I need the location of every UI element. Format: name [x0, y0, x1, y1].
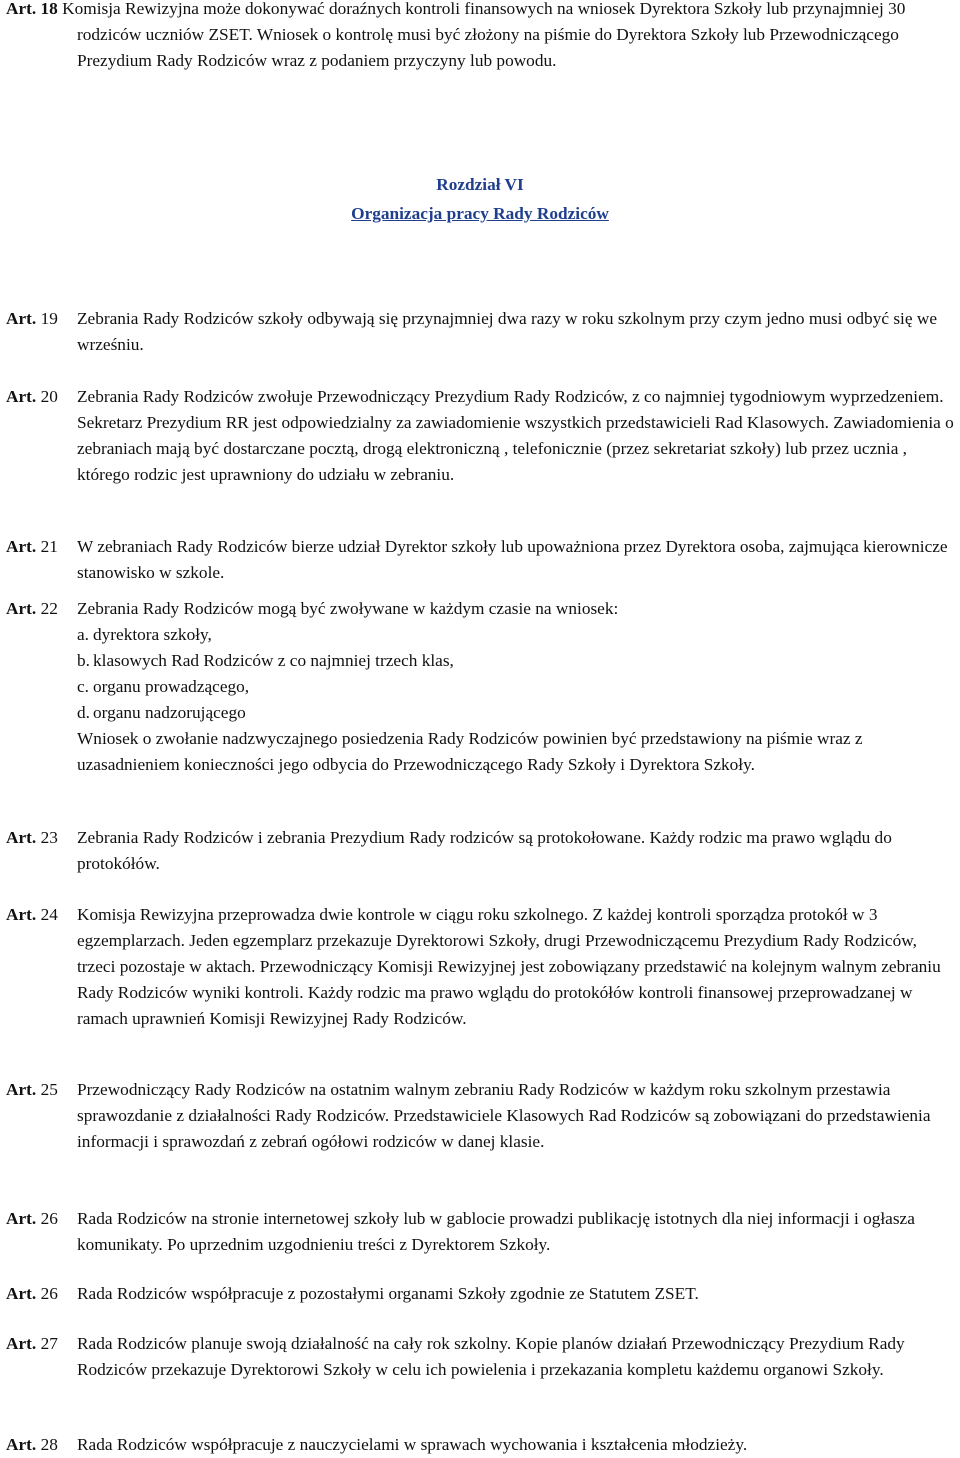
article-21-text: W zebraniach Rady Rodziców bierze udział Dyrektor szkoły lub upoważniona przez Dyrektora osoba, zajmująca kierownicze stanowisko w szkole.: [77, 537, 948, 582]
article-28-text: Rada Rodziców współpracuje z nauczycielami w sprawach wychowania i kształcenia młodzieży.: [77, 1435, 748, 1454]
article-21-label: Art.: [6, 537, 37, 556]
article-28-label: Art.: [6, 1435, 37, 1454]
article-25-text: Przewodniczący Rady Rodziców na ostatnim walnym zebraniu Rady Rodziców w każdym roku szkolnym przestawia sprawozdanie z działalności Rady Rodziców. Przedstawiciele Klasowych Rad Rodziców są zobowiązani do przedstawienia informacji i sprawozdań z zebrań ogółowi rodziców w danej klasie.: [77, 1080, 931, 1151]
article-26-publications: [0, 1206, 960, 1258]
list-item-text: klasowych Rad Rodziców z co najmniej trzech klas,: [93, 651, 454, 670]
list-item-text: organu nadzorującego: [93, 703, 246, 722]
article-22-number: 22: [40, 599, 58, 618]
article-27: [0, 1331, 960, 1383]
article-25: [0, 1077, 960, 1155]
article-28-number: 28: [40, 1435, 58, 1454]
article-24-label: Art.: [6, 905, 37, 924]
article-28: [0, 1432, 960, 1458]
article-27-label: Art.: [6, 1334, 37, 1353]
article-23: [0, 825, 960, 877]
article-19-number: 19: [40, 309, 58, 328]
article-23-number: 23: [40, 828, 58, 847]
article-22-label: Art.: [6, 599, 37, 618]
list-item: [77, 674, 956, 700]
article-24-text: Komisja Rewizyjna przeprowadza dwie kontrole w ciągu roku szkolnego. Z każdej kontroli sporządza protokół w 3 egzemplarzach. Jeden egzemplarz przekazuje Dyrektorowi Szkoły, drugi Przewodniczącemu Prezydium Rady Rodziców, trzeci pozostaje w aktach. Przewodniczący Komisji Rewizyjnej jest zobowiązany przedstawić na kolejnym walnym zebraniu Rady Rodziców wyniki kontroli. Każdy rodzic ma prawo wglądu do protokółów kontroli finansowej przeprowadzanej w ramach uprawnień Komisji Rewizyjnej Rady Rodziców.: [77, 905, 941, 1028]
article-19-text: Zebrania Rady Rodziców szkoły odbywają się przynajmniej dwa razy w roku szkolnym przy czym jedno musi odbyć się we wrześniu.: [77, 309, 937, 354]
list-item: [77, 700, 956, 726]
list-item: [77, 648, 956, 674]
chapter-number: Rozdział VI: [436, 175, 524, 194]
article-26b-label: Art.: [6, 1284, 37, 1303]
article-19: [0, 306, 960, 358]
article-25-number: 25: [40, 1080, 58, 1099]
article-22-text: Zebrania Rady Rodziców mogą być zwoływane w każdym czasie na wniosek:: [77, 599, 619, 618]
list-item-label: c.: [77, 677, 89, 696]
requester-list: [77, 622, 956, 726]
list-item-text: organu prowadzącego,: [93, 677, 250, 696]
article-26a-text: Rada Rodziców na stronie internetowej szkoły lub w gablocie prowadzi publikację istotnych dla niej informacji i ogłasza komunikaty. Po uprzednim uzgodnieniu treści z Dyrektorem Szkoły.: [77, 1209, 915, 1254]
list-item: [77, 622, 956, 648]
article-27-text: Rada Rodziców planuje swoją działalność na cały rok szkolny. Kopie planów działań Przewodniczący Prezydium Rady Rodziców przekazuje Dyrektorowi Szkoły w celu ich powielenia i przekazania kompletu każdemu organowi Szkoły.: [77, 1334, 905, 1379]
article-22: [0, 596, 960, 778]
list-item-label: b.: [77, 651, 90, 670]
article-24: [0, 902, 960, 1032]
article-20-label: Art.: [6, 387, 37, 406]
article-18: [0, 0, 960, 74]
article-26b-text: Rada Rodziców współpracuje z pozostałymi organami Szkoły zgodnie ze Statutem ZSET.: [77, 1284, 699, 1303]
list-item-label: d.: [77, 703, 90, 722]
article-27-number: 27: [40, 1334, 58, 1353]
article-24-number: 24: [40, 905, 58, 924]
article-23-label: Art.: [6, 828, 37, 847]
article-26a-number: 26: [40, 1209, 58, 1228]
article-26b-number: 26: [40, 1284, 58, 1303]
article-25-label: Art.: [6, 1080, 37, 1099]
article-20-text: Zebrania Rady Rodziców zwołuje Przewodniczący Prezydium Rady Rodziców, z co najmniej tygodniowym wyprzedzeniem. Sekretarz Prezydium RR jest odpowiedzialny za zawiadomienie wszystkich przedstawicieli Rad Klasowych. Zawiadomienia o zebraniach mają być dostarczane pocztą, drogą elektroniczną , telefonicznie (przez sekretariat szkoły) lub przez ucznia , którego rodzic jest uprawniony do udziału w zebraniu.: [77, 387, 954, 484]
chapter-title: Organizacja pracy Rady Rodziców: [351, 204, 609, 223]
article-20-number: 20: [40, 387, 58, 406]
article-26-cooperation: [0, 1281, 960, 1307]
article-21-number: 21: [40, 537, 58, 556]
article-18-text: Komisja Rewizyjna może dokonywać doraźnych kontroli finansowych na wniosek Dyrektora Szkoły lub przynajmniej 30 rodziców uczniów ZSET. Wniosek o kontrolę musi być złożony na piśmie do Dyrektora Szkoły lub Przewodniczącego Prezydium Rady Rodziców wraz z podaniem przyczyny lub powodu.: [62, 0, 906, 70]
article-19-label: Art.: [6, 309, 37, 328]
article-26a-label: Art.: [6, 1209, 37, 1228]
article-18-prefix: Art. 18: [6, 0, 58, 18]
list-item-text: dyrektora szkoły,: [93, 625, 212, 644]
article-20: [0, 384, 960, 488]
article-22-petition: Wniosek o zwołanie nadzwyczajnego posiedzenia Rady Rodziców powinien być przedstawiony na piśmie wraz z uzasadnieniem konieczności jego odbycia do Przewodniczącego Rady Szkoły i Dyrektora Szkoły.: [77, 729, 863, 774]
article-23-text: Zebrania Rady Rodziców i zebrania Prezydium Rady rodziców są protokołowane. Każdy rodzic ma prawo wglądu do protokółów.: [77, 828, 892, 873]
chapter-heading: [0, 172, 960, 227]
list-item-label: a.: [77, 625, 89, 644]
article-21: [0, 534, 960, 586]
